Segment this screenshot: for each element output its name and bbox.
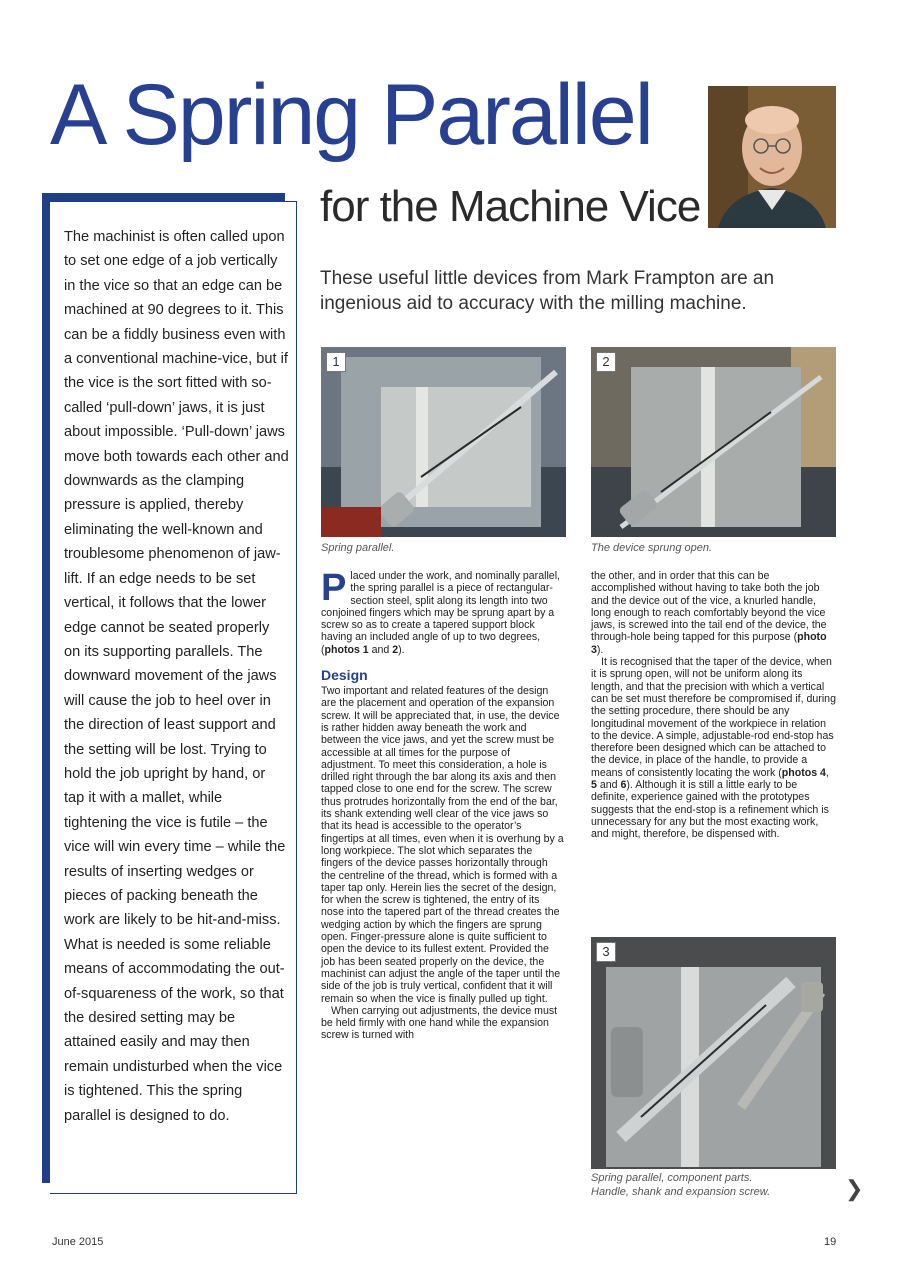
col2-paragraph-1: [591, 570, 836, 656]
col2-p2-end: ). Although it is still a little early to be definite, experience gained with the prototypes suggests that the end-stop is a refinement which is unnecessary for any but the most exacting work, and might, therefore, be dispensed with.: [591, 779, 829, 841]
photo-ref: photos 4: [781, 766, 826, 779]
section-heading-design: Design: [321, 667, 368, 684]
intro-end: ).: [398, 643, 405, 656]
design-paragraph-2: When carrying out adjustments, the device must be held firmly with one hand while the expansion screw is turned with: [321, 1004, 558, 1042]
photo-ref: 6: [620, 779, 627, 792]
chevron-right-icon[interactable]: ❯: [845, 1176, 864, 1201]
col2-p2-and: and: [596, 779, 621, 792]
photo-2-number: 2: [596, 352, 616, 372]
article-subtitle: for the Machine Vice: [320, 182, 701, 231]
sidebar-left-rule: [42, 193, 50, 1183]
photo-ref: photos 1: [324, 643, 369, 656]
col2-p1-end: ).: [596, 643, 604, 656]
col2-p1-text: the other, and in order that this can be accomplished without having to take both the job and the device out of the vice, a knurled handle, long enough to reach comfortably beyond the vice jaws, is screwed into the tail end of the device, the through-hole being tapped for this purpose (: [591, 570, 827, 644]
col2-p2-comma: ,: [825, 766, 829, 779]
sidebar-top-rule: [42, 193, 285, 201]
photo-1-caption: Spring parallel.: [321, 542, 395, 554]
col2-p2-text: It is recognised that the taper of the device, when it is sprung open, will not be uniform along its length, and that the precision with which a vertical can be set must therefore be compromised if, during the setting procedure, there should be any longitudinal movement of the workpiece in relation to the device. A simple, adjustable-rod end-stop has therefore been designed which can be attached to the device, in place of the handle, to provide a means of consistently locating the work (: [591, 656, 836, 779]
body-column-1: [321, 567, 565, 1042]
photo-1: [321, 347, 566, 537]
article-title: A Spring Parallel: [50, 67, 652, 163]
photo-ref: photo 3: [591, 631, 827, 656]
photo-3-number: 3: [596, 942, 616, 962]
photo-ref: 5: [591, 779, 597, 792]
sidebar-text: The machinist is often called upon to set one edge of a job vertically in the vice so that an edge can be machined at 90 degrees to it. This can be a fiddly business even with a conventional machine-vice, but if the vice is the sort fitted with so-called ‘pull-down’ jaws, it is just about impossible. ‘Pull-down’ jaws move both towards each other and downwards as the clamping pressure is applied, thereby eliminating the well-known and troublesome phenomenon of jaw-lift. If an edge needs to be set vertical, it follows that the lower edge cannot be seated properly on its supporting parallels. The downward movement of the jaws will cause the job to heel over in the direction of least support and the setting will be lost. Trying to hold the job upright by hand, or tap it with a mallet, while tightening the vice is futile – the vice will win every time – while the results of inserting wedges or pieces of packing beneath the work are likely to be hit-and-miss. What is needed is some reliable means of accommodating the out-of-squareness of the work, so that the desired setting may be attained easily and may then remain undisturbed when the vice is tightened. This the spring parallel is designed to do.: [64, 229, 289, 1124]
photo-2: [591, 347, 836, 537]
standfirst: These useful little devices from Mark Frampton are an ingenious aid to accuracy with the milling machine.: [320, 268, 775, 314]
photo-3-caption-line1: Spring parallel, component parts.: [591, 1172, 753, 1184]
intro-text: laced under the work, and nominally parallel, the spring parallel is a piece of rectangular-section steel, split along its length into two conjoined fingers which may be sprung apart by a screw so as to create a tapered support block having an included angle of up to two degrees, (: [321, 570, 560, 656]
photo-1-number: 1: [326, 352, 346, 372]
page-number: 19: [824, 1236, 837, 1248]
footer-date: June 2015: [52, 1236, 104, 1248]
author-portrait: [708, 86, 836, 228]
body-column-2: [591, 570, 836, 841]
intro-connector: and: [368, 643, 393, 656]
design-paragraph-1: Two important and related features of the design are the placement and operation of the expansion screw. It will be appreciated that, in use, the device is rather hidden away beneath the work and between the vice jaws, and yet the screw must be accessible at all times for the purpose of adjustment. To meet this consideration, a hole is drilled right through the bar along its axis and then tapped close to one end for the screw. The screw thus protrudes horizontally from the end of the bar, its shank extending well clear of the vice jaws so that its head is accessible to the operator’s fingertips at all times, even when it is overhung by a long workpiece. The slot which separates the fingers of the device passes horizontally through the centreline of the thread, which is formed with a taper tap only. Herein lies the secret of the design, for when the screw is tightened, the entry of its nose into the tapered part of the thread creates the wedging action by which the fingers are sprung open. Finger-pressure alone is quite sufficient to open the device to its fullest extent. Provided the job has been seated properly on the device, the machinist can adjust the angle of the taper until the side of the job is truly vertical, confident that it will remain so when the vice is finally pulled up tight.: [321, 685, 564, 1005]
photo-3-caption-line2: Handle, shank and expansion screw.: [591, 1185, 771, 1198]
drop-cap: P: [321, 567, 347, 609]
photo-3: [591, 937, 836, 1169]
photo-2-caption: The device sprung open.: [591, 542, 713, 554]
intro-paragraph: [321, 567, 565, 656]
photo-3-caption: [591, 1172, 770, 1199]
photo-ref: 2: [392, 643, 399, 656]
col2-paragraph-2: [591, 656, 836, 840]
